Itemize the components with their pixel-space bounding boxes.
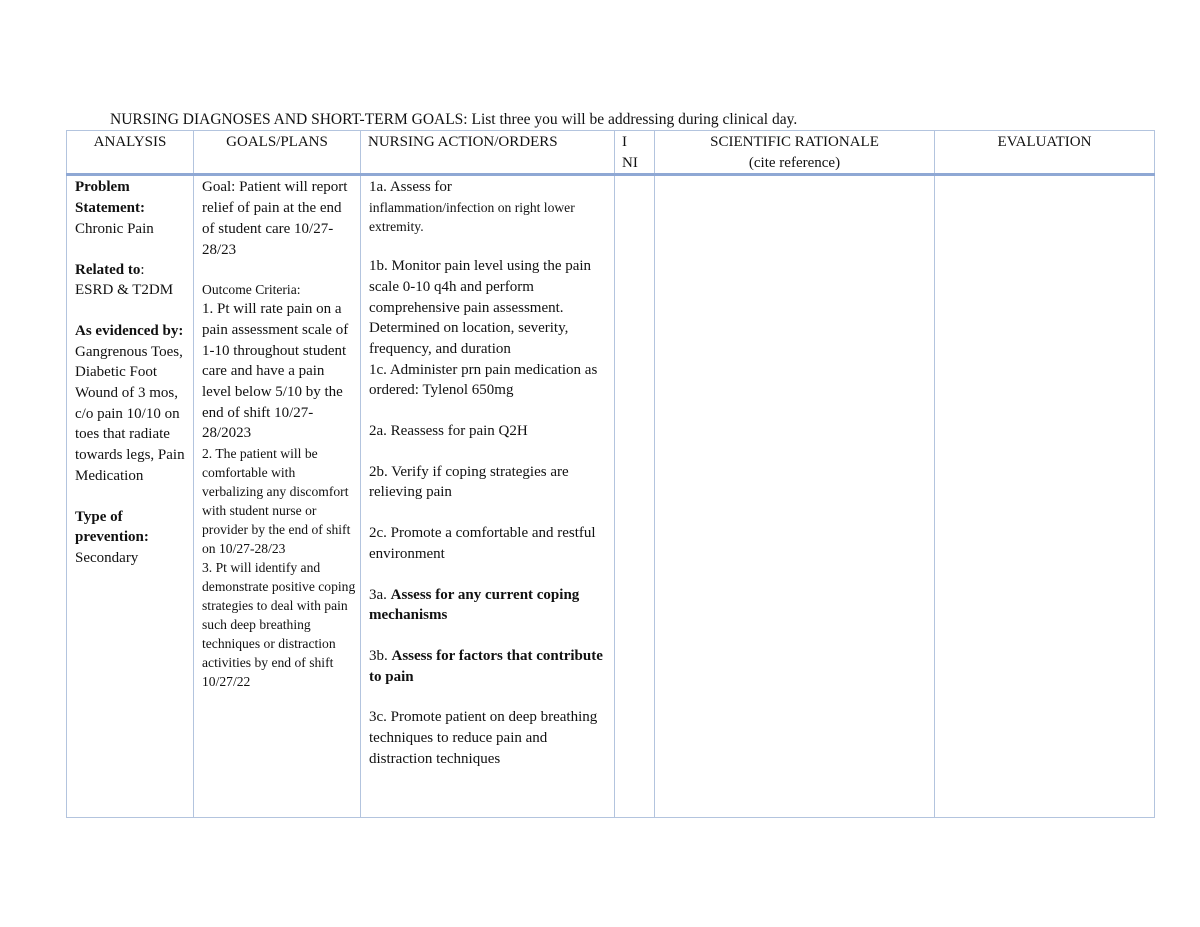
problem-statement-text: Chronic Pain: [75, 220, 154, 237]
header-ini-line1: I: [622, 134, 627, 150]
action-3b-prefix: 3b.: [369, 647, 392, 664]
header-evaluation: EVALUATION: [935, 131, 1155, 175]
action-3c: 3c. Promote patient on deep breathing techniques to reduce pain and distraction techniques: [369, 709, 598, 767]
action-1b: 1b. Monitor pain level using the pain scale 0-10 q4h and perform comprehensive pain assessment. Determined on location, severity, frequency, and duration: [369, 258, 592, 357]
header-ini: [615, 131, 655, 175]
goals-cell: [194, 175, 361, 818]
header-analysis: ANALYSIS: [67, 131, 194, 175]
related-to-label: Related to: [75, 261, 141, 278]
outcome-criterion-1: 1. Pt will rate pain on a pain assessment scale of 1-10 throughout student care and have a pain level below 5/10 by the end of shift 10/27-28/2023: [202, 301, 349, 442]
header-rationale-line2: (cite reference): [748, 154, 841, 171]
action-3b-text: Assess for factors that contribute to pain: [369, 647, 603, 685]
nursing-actions-cell: [361, 175, 615, 818]
outcome-criterion-2: 2. The patient will be comfortable with verbalizing any discomfort with student nurse or provider by the end of shift on 10/27-28/23: [202, 446, 351, 557]
analysis-cell: [67, 175, 194, 818]
header-scientific-rationale: [655, 131, 935, 175]
header-ini-line2: NI: [622, 154, 638, 171]
evaluation-cell: [935, 175, 1155, 818]
action-2a: 2a. Reassess for pain Q2H: [369, 423, 528, 440]
as-evidenced-by-label: As evidenced by:: [75, 322, 184, 339]
action-3a-prefix: 3a.: [369, 586, 391, 603]
care-plan-table: [66, 130, 1155, 818]
table-header-row: [67, 131, 1155, 175]
header-goals-plans: GOALS/PLANS: [194, 131, 361, 175]
outcome-criterion-3: 3. Pt will identify and demonstrate positive coping strategies to deal with pain such deep breathing techniques or distraction activities by end of shift 10/27/22: [202, 560, 356, 690]
type-of-prevention-label: Type of prevention:: [75, 508, 149, 546]
as-evidenced-by-text: Gangrenous Toes, Diabetic Foot Wound of 3 mos, c/o pain 10/10 on toes that radiate towards legs, Pain Medication: [75, 343, 185, 484]
ini-cell: [615, 175, 655, 818]
action-1a-prefix: 1a. Assess for: [369, 179, 452, 196]
type-of-prevention-text: Secondary: [75, 549, 139, 566]
outcome-criteria-label: Outcome Criteria:: [202, 282, 301, 298]
problem-statement-label: Problem Statement:: [75, 179, 145, 217]
action-1a-text: inflammation/infection on right lower extremity.: [369, 200, 575, 235]
action-1c: 1c. Administer prn pain medication as ordered: Tylenol 650mg: [369, 361, 598, 399]
related-to-text: ESRD & T2DM: [75, 282, 174, 299]
action-2b: 2b. Verify if coping strategies are relieving pain: [369, 463, 569, 501]
action-3a-text: Assess for any current coping mechanisms: [369, 586, 580, 624]
document-title: NURSING DIAGNOSES AND SHORT-TERM GOALS: List three you will be addressing during clinical day.: [110, 111, 798, 128]
header-rationale-line1: SCIENTIFIC RATIONALE: [710, 134, 879, 150]
action-2c: 2c. Promote a comfortable and restful environment: [369, 525, 596, 562]
goal-text: Goal: Patient will report relief of pain at the end of student care 10/27-28/23: [202, 179, 348, 258]
header-nursing-actions: NURSING ACTION/ORDERS: [361, 131, 615, 175]
scientific-rationale-cell: [655, 175, 935, 818]
related-to-colon: :: [140, 261, 145, 278]
table-row: [67, 175, 1155, 818]
